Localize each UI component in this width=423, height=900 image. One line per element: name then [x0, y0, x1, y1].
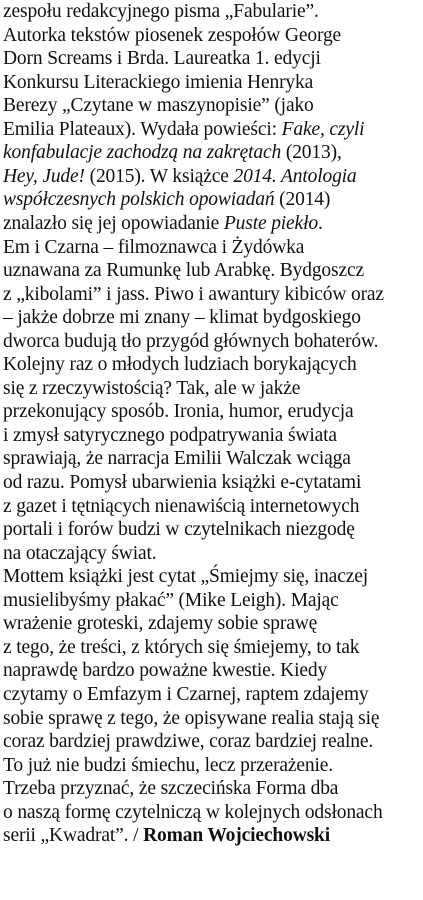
text-line: [3, 330, 378, 353]
text-segment: serii „Kwadrat”. /: [3, 825, 144, 847]
text-line: [3, 801, 383, 824]
text-line: [3, 259, 364, 282]
text-line: [3, 306, 361, 329]
text-segment: przekonujący sposób. Ironia, humor, erudycja: [3, 401, 354, 423]
text-segment: Trzeba przyznać, że szczecińska Forma dba: [3, 778, 339, 800]
text-segment: Berezy „Czytane w maszynopisie” (jako: [3, 95, 314, 117]
text-line: [3, 730, 373, 753]
text-line: [3, 636, 359, 659]
text-line: [3, 141, 342, 164]
text-segment: naprawdę bardzo poważne kwestie. Kiedy: [3, 660, 328, 682]
text-segment: (2013),: [281, 142, 342, 164]
text-segment: Mottem książki jest cytat „Śmiejmy się, inaczej: [3, 566, 368, 588]
italic-title: Hey, Jude!: [3, 165, 85, 187]
text-segment: (2014): [274, 189, 331, 211]
text-segment: musielibyśmy płakać” (Mike Leigh). Mając: [3, 589, 339, 611]
text-segment: coraz bardziej prawdziwe, coraz bardziej realne.: [3, 731, 374, 753]
text-line: [3, 118, 364, 141]
text-segment: się z rzeczywistością? Tak, ale w jakże: [3, 377, 301, 399]
italic-title: współczesnych polskich opowiadań: [3, 189, 275, 211]
text-line: [3, 0, 319, 23]
text-line: [3, 283, 384, 306]
text-segment: sobie sprawę z tego, że opisywane realia stają się: [3, 707, 380, 729]
text-segment: wrażenie groteski, zdajemy sobie sprawę: [3, 613, 318, 635]
text-segment: od razu. Pomysł ubarwienia książki e-cytatami: [3, 472, 362, 493]
text-segment: czytamy o Emfazym i Czarnej, raptem zdajemy: [3, 683, 369, 705]
text-segment: Emilia Plateaux). Wydała powieści:: [3, 118, 282, 140]
text-segment: na otaczający świat.: [3, 542, 157, 564]
text-segment: znalazło się jej opowiadanie: [3, 212, 224, 234]
italic-title: 2014. Antologia: [233, 165, 357, 187]
text-line: [3, 236, 304, 259]
text-line: [3, 447, 351, 470]
text-line: [3, 424, 337, 447]
text-segment: Dorn Screams i Brda. Laureatka 1. edycji: [3, 48, 321, 70]
text-segment: (2015). W książce: [84, 165, 234, 187]
text-line: [3, 518, 355, 541]
text-segment: z gazet i tętniących nienawiścią internetowych: [3, 495, 360, 517]
text-line: [3, 377, 300, 400]
text-segment: portali i forów budzi w czytelnikach niezgodę: [3, 519, 355, 541]
text-line: [3, 495, 359, 518]
text-line: [3, 754, 333, 777]
text-line: [3, 165, 357, 188]
text-line: [3, 471, 361, 494]
text-line: [3, 542, 156, 565]
text-segment: .: [317, 212, 323, 234]
text-line: [3, 47, 321, 70]
text-line: [3, 94, 314, 117]
text-line: [3, 212, 323, 235]
text-segment: o naszą formę czytelniczą w kolejnych odsłonach: [3, 801, 383, 823]
text-segment: Kolejny raz o młodych ludziach borykających: [3, 354, 357, 376]
text-line: [3, 659, 327, 682]
text-segment: Konkursu Literackiego imienia Henryka: [3, 71, 314, 93]
text-line: [3, 589, 339, 612]
text-line: [3, 400, 354, 423]
text-line: [3, 353, 357, 376]
text-line: [3, 71, 313, 94]
text-line: [3, 612, 317, 635]
text-line: [3, 777, 338, 800]
italic-title: Puste piekło: [223, 212, 318, 234]
text-segment: Autorka tekstów piosenek zespołów George: [3, 24, 342, 46]
text-line: [3, 824, 330, 847]
text-segment: z „kibolami” i jass. Piwo i awantury kibiców oraz: [3, 283, 384, 305]
text-line: [3, 188, 330, 211]
italic-title: konfabulacje zachodzą na zakrętach: [3, 142, 282, 164]
text-segment: To już nie budzi śmiechu, lecz przerażenie.: [3, 754, 334, 776]
text-line: [3, 24, 341, 47]
text-segment: dworca budują tło przygód głównych bohaterów.: [3, 330, 379, 352]
author-signature: Roman Wojciechowski: [143, 825, 331, 847]
text-line: [3, 683, 369, 706]
text-segment: sprawiają, że narracja Emilii Walczak wciąga: [3, 448, 351, 470]
text-segment: Em i Czarna – filmoznawca i Żydówka: [3, 236, 305, 258]
text-line: [3, 707, 379, 730]
text-segment: – jakże dobrze mi znany – klimat bydgoskiego: [3, 307, 361, 329]
italic-title: Fake, czyli: [281, 118, 365, 140]
text-segment: i zmysł satyrycznego podpatrywania świata: [3, 424, 337, 446]
text-segment: zespołu redakcyjnego pisma „Fabularie”.: [3, 1, 319, 22]
text-segment: uznawana za Rumunkę lub Arabkę. Bydgoszcz: [3, 260, 364, 282]
text-line: [3, 565, 368, 588]
text-segment: z tego, że treści, z których się śmiejemy, to tak: [3, 636, 360, 658]
